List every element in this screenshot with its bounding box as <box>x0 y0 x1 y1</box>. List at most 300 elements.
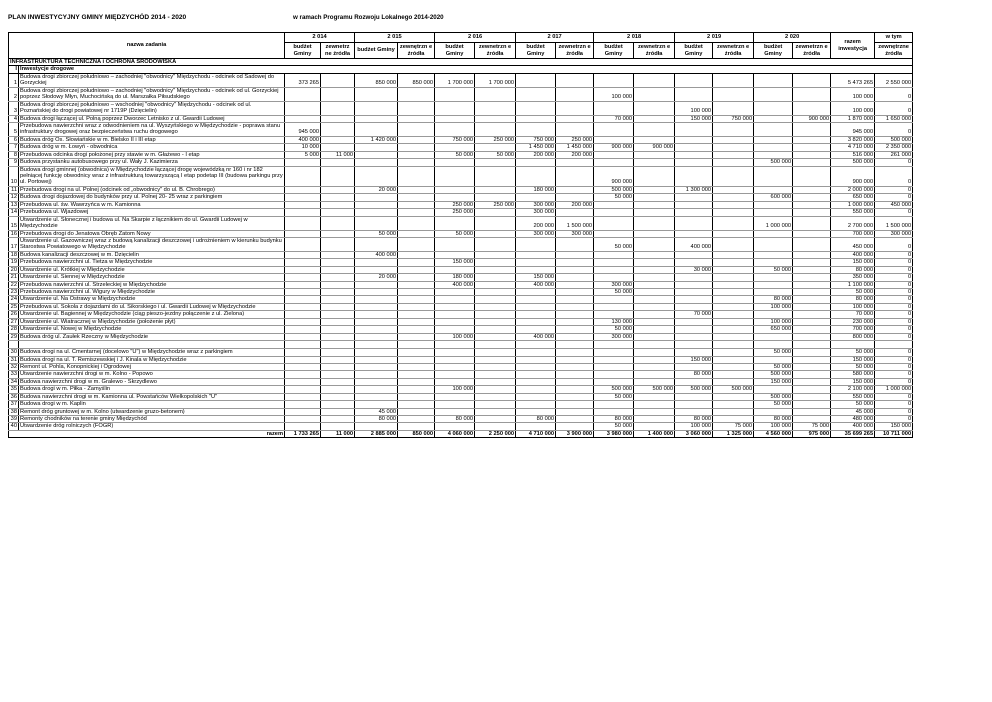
amount-cell <box>398 326 435 333</box>
amount-cell: 50 000 <box>435 230 475 237</box>
amount-cell <box>713 216 754 230</box>
amount-cell <box>634 73 675 87</box>
task-name: Przebudowa nawierzchni ul. Tietza w Międzychodzie <box>19 259 285 266</box>
amount-cell <box>475 349 516 356</box>
amount-cell <box>321 87 355 101</box>
amount-cell <box>713 363 754 370</box>
amount-cell: 450 000 <box>831 237 875 251</box>
amount-cell: 1 450 000 <box>556 144 594 151</box>
task-name: Utwardzenie ul. Gazowniczej wraz z budową kanalizacji deszczowej i udrożnieniem w kierunku budynku Starostwa Powiatowego w Międzychodzie <box>19 237 285 251</box>
amount-cell <box>793 194 831 201</box>
amount-cell: 50 000 <box>831 289 875 296</box>
amount-cell <box>793 296 831 303</box>
amount-cell <box>675 87 713 101</box>
amount-cell <box>713 296 754 303</box>
amount-cell <box>556 303 594 310</box>
amount-cell <box>793 230 831 237</box>
amount-cell: 900 000 <box>793 115 831 122</box>
amount-cell <box>754 144 793 151</box>
amount-cell <box>435 318 475 325</box>
amount-cell: 50 000 <box>594 237 634 251</box>
amount-cell <box>475 281 516 288</box>
amount-cell <box>398 371 435 378</box>
amount-cell <box>793 401 831 408</box>
amount-cell <box>285 371 321 378</box>
amount-cell <box>435 408 475 415</box>
amount-cell <box>713 311 754 318</box>
amount-cell <box>634 151 675 158</box>
amount-cell <box>634 115 675 122</box>
amount-cell <box>475 371 516 378</box>
amount-cell <box>475 259 516 266</box>
amount-cell: 516 000 <box>831 151 875 158</box>
amount-cell: 0 <box>875 371 913 378</box>
amount-cell <box>398 266 435 273</box>
amount-cell: 400 000 <box>355 251 398 258</box>
amount-cell <box>398 303 435 310</box>
amount-cell <box>435 349 475 356</box>
amount-cell: 400 000 <box>516 333 556 340</box>
amount-cell: 0 <box>875 326 913 333</box>
amount-cell <box>634 326 675 333</box>
table-row <box>9 378 913 385</box>
amount-cell <box>321 371 355 378</box>
amount-cell <box>634 274 675 281</box>
amount-cell <box>475 159 516 166</box>
table-row <box>9 416 913 423</box>
amount-cell <box>321 115 355 122</box>
row-number: 34 <box>9 378 19 385</box>
amount-cell: 350 000 <box>831 274 875 281</box>
amount-cell: 5 000 <box>285 151 321 158</box>
amount-cell <box>713 101 754 115</box>
amount-cell: 400 000 <box>831 251 875 258</box>
amount-cell <box>754 237 793 251</box>
amount-cell: 0 <box>875 194 913 201</box>
amount-cell: 80 000 <box>355 416 398 423</box>
amount-cell <box>793 356 831 363</box>
table-row <box>9 386 913 393</box>
amount-cell: 0 <box>875 259 913 266</box>
amount-cell: 100 000 <box>754 318 793 325</box>
amount-cell <box>398 136 435 143</box>
amount-cell <box>355 386 398 393</box>
amount-cell <box>713 393 754 400</box>
amount-cell <box>793 144 831 151</box>
amount-cell <box>594 201 634 208</box>
column-header-budget: budżet Gminy <box>355 43 398 59</box>
amount-cell <box>285 209 321 216</box>
amount-cell <box>713 408 754 415</box>
amount-cell: 300 000 <box>556 230 594 237</box>
table-row <box>9 401 913 408</box>
row-number: 6 <box>9 136 19 143</box>
amount-cell <box>321 378 355 385</box>
amount-cell <box>355 423 398 430</box>
row-number: 28 <box>9 326 19 333</box>
amount-cell <box>435 371 475 378</box>
amount-cell: 180 000 <box>516 186 556 193</box>
amount-cell <box>516 122 556 136</box>
amount-cell <box>321 393 355 400</box>
table-row <box>9 311 913 318</box>
amount-cell <box>793 281 831 288</box>
empty-cell <box>435 341 475 349</box>
amount-cell <box>556 371 594 378</box>
amount-cell <box>285 251 321 258</box>
amount-cell <box>556 311 594 318</box>
amount-cell: 1 500 000 <box>875 216 913 230</box>
amount-cell: 50 000 <box>435 151 475 158</box>
amount-cell: 500 000 <box>634 386 675 393</box>
row-number: 2 <box>9 87 19 101</box>
task-name: Budowa drogi dojazdowej do budynków przy ul. Polnej 20- 25 wraz z parkingiem <box>19 194 285 201</box>
amount-cell <box>556 186 594 193</box>
empty-cell <box>321 341 355 349</box>
amount-cell: 80 000 <box>594 416 634 423</box>
amount-cell: 100 000 <box>594 87 634 101</box>
column-header-budget: budżet Gminy <box>754 43 793 59</box>
table-row <box>9 266 913 273</box>
amount-cell <box>594 251 634 258</box>
row-number: 25 <box>9 303 19 310</box>
amount-cell <box>675 166 713 186</box>
amount-cell <box>793 237 831 251</box>
table-row <box>9 87 913 101</box>
task-name: Utwardzenie dróg rolniczych (FOGR) <box>19 423 285 430</box>
row-number: 15 <box>9 216 19 230</box>
amount-cell: 500 000 <box>675 386 713 393</box>
amount-cell <box>713 230 754 237</box>
amount-cell: 20 000 <box>355 186 398 193</box>
amount-cell <box>754 281 793 288</box>
amount-cell <box>713 251 754 258</box>
amount-cell <box>516 423 556 430</box>
amount-cell: 945 000 <box>831 122 875 136</box>
amount-cell <box>634 349 675 356</box>
amount-cell <box>398 216 435 230</box>
amount-cell <box>355 326 398 333</box>
amount-cell: 0 <box>875 87 913 101</box>
amount-cell <box>713 186 754 193</box>
amount-cell <box>713 356 754 363</box>
amount-cell <box>285 378 321 385</box>
amount-cell: 0 <box>875 333 913 340</box>
table-row <box>9 201 913 208</box>
amount-cell: 0 <box>875 303 913 310</box>
amount-cell <box>556 401 594 408</box>
amount-cell <box>634 166 675 186</box>
amount-cell <box>675 281 713 288</box>
total-amount: 975 000 <box>793 430 831 437</box>
amount-cell <box>556 393 594 400</box>
task-name: Utwardzenie ul. Wiatracznej w Międzychodzie (położenie płyt) <box>19 318 285 325</box>
amount-cell <box>516 194 556 201</box>
table-row <box>9 371 913 378</box>
row-number: 16 <box>9 230 19 237</box>
amount-cell <box>793 333 831 340</box>
amount-cell <box>675 401 713 408</box>
amount-cell: 50 000 <box>355 230 398 237</box>
row-number: 12 <box>9 194 19 201</box>
amount-cell <box>675 408 713 415</box>
amount-cell <box>398 151 435 158</box>
amount-cell <box>398 115 435 122</box>
amount-cell: 2 350 000 <box>875 144 913 151</box>
row-number: 38 <box>9 408 19 415</box>
task-name: Przebudowa nawierzchni ul. Strzeleckiej w Międzychodzie <box>19 281 285 288</box>
empty-cell <box>713 341 754 349</box>
amount-cell <box>475 230 516 237</box>
amount-cell <box>321 186 355 193</box>
amount-cell <box>516 408 556 415</box>
amount-cell <box>754 274 793 281</box>
amount-cell <box>435 144 475 151</box>
amount-cell <box>594 408 634 415</box>
row-number: 13 <box>9 201 19 208</box>
task-name: Budowa drogi na ul. T. Remiszewskiej i J. Kinala w Międzychodzie <box>19 356 285 363</box>
amount-cell: 200 000 <box>516 151 556 158</box>
amount-cell <box>793 209 831 216</box>
amount-cell <box>634 281 675 288</box>
amount-cell: 500 000 <box>831 159 875 166</box>
amount-cell <box>675 349 713 356</box>
table-row <box>9 251 913 258</box>
amount-cell <box>475 326 516 333</box>
amount-cell: 500 000 <box>754 159 793 166</box>
amount-cell <box>285 393 321 400</box>
table-row <box>9 363 913 370</box>
amount-cell <box>516 87 556 101</box>
amount-cell <box>594 151 634 158</box>
task-name: Utwardzenie ul. Nowej w Międzychodzie <box>19 326 285 333</box>
row-number: 14 <box>9 209 19 216</box>
amount-cell <box>634 289 675 296</box>
amount-cell <box>321 159 355 166</box>
amount-cell: 450 000 <box>875 201 913 208</box>
amount-cell: 900 000 <box>831 166 875 186</box>
amount-cell <box>435 115 475 122</box>
amount-cell <box>321 363 355 370</box>
amount-cell <box>285 266 321 273</box>
amount-cell <box>754 115 793 122</box>
amount-cell <box>634 303 675 310</box>
amount-cell <box>793 326 831 333</box>
table-row <box>9 144 913 151</box>
amount-cell <box>793 122 831 136</box>
amount-cell <box>594 101 634 115</box>
amount-cell <box>321 349 355 356</box>
amount-cell: 80 000 <box>516 416 556 423</box>
amount-cell: 850 000 <box>398 73 435 87</box>
task-name: Przebudowa odcinka drogi położonej przy stawie w m. Głażewo - I etap <box>19 151 285 158</box>
amount-cell: 300 000 <box>594 333 634 340</box>
amount-cell: 250 000 <box>435 201 475 208</box>
amount-cell <box>355 401 398 408</box>
amount-cell <box>793 386 831 393</box>
amount-cell <box>634 251 675 258</box>
amount-cell <box>435 326 475 333</box>
amount-cell <box>713 274 754 281</box>
amount-cell <box>321 230 355 237</box>
amount-cell <box>516 356 556 363</box>
amount-cell <box>355 159 398 166</box>
amount-cell <box>475 194 516 201</box>
amount-cell <box>594 73 634 87</box>
amount-cell <box>475 303 516 310</box>
amount-cell <box>675 73 713 87</box>
amount-cell: 3 820 000 <box>831 136 875 143</box>
amount-cell <box>355 281 398 288</box>
amount-cell <box>321 296 355 303</box>
table-row <box>9 209 913 216</box>
amount-cell <box>285 186 321 193</box>
table-row <box>9 115 913 122</box>
amount-cell <box>634 393 675 400</box>
empty-cell <box>475 341 516 349</box>
row-number: 5 <box>9 122 19 136</box>
amount-cell <box>285 274 321 281</box>
amount-cell <box>398 166 435 186</box>
amount-cell <box>321 408 355 415</box>
amount-cell <box>634 378 675 385</box>
amount-cell: 230 000 <box>831 318 875 325</box>
column-header-year: 2 015 <box>355 33 435 43</box>
amount-cell <box>475 101 516 115</box>
amount-cell: 180 000 <box>435 274 475 281</box>
amount-cell <box>355 378 398 385</box>
amount-cell <box>321 73 355 87</box>
amount-cell <box>675 230 713 237</box>
amount-cell: 100 000 <box>831 303 875 310</box>
amount-cell <box>475 386 516 393</box>
amount-cell <box>398 87 435 101</box>
column-header-year: 2 017 <box>516 33 594 43</box>
total-amount: 3 900 000 <box>556 430 594 437</box>
column-header-external: zewnetrz ne źródła <box>321 43 355 59</box>
empty-cell <box>9 341 19 349</box>
amount-cell <box>435 378 475 385</box>
amount-cell <box>475 416 516 423</box>
amount-cell: 0 <box>875 186 913 193</box>
amount-cell <box>398 423 435 430</box>
amount-cell: 300 000 <box>875 230 913 237</box>
section-title: INFRASTRUKTURA TECHNICZNA i OCHRONA ŚRODOWISKA <box>9 59 913 66</box>
amount-cell <box>355 151 398 158</box>
amount-cell <box>355 393 398 400</box>
amount-cell <box>475 296 516 303</box>
amount-cell <box>516 311 556 318</box>
amount-cell <box>556 237 594 251</box>
amount-cell <box>634 122 675 136</box>
amount-cell <box>594 303 634 310</box>
amount-cell <box>355 115 398 122</box>
column-header-year: 2 014 <box>285 33 355 43</box>
amount-cell <box>285 408 321 415</box>
total-amount: 1 325 000 <box>713 430 754 437</box>
section-row <box>9 59 913 66</box>
amount-cell <box>321 289 355 296</box>
amount-cell <box>675 216 713 230</box>
table-row <box>9 166 913 186</box>
empty-cell <box>556 341 594 349</box>
amount-cell <box>516 296 556 303</box>
amount-cell: 100 000 <box>435 333 475 340</box>
amount-cell: 500 000 <box>754 393 793 400</box>
amount-cell <box>398 401 435 408</box>
amount-cell <box>675 194 713 201</box>
amount-cell <box>713 281 754 288</box>
amount-cell <box>321 166 355 186</box>
amount-cell <box>435 251 475 258</box>
amount-cell <box>398 318 435 325</box>
amount-cell <box>675 259 713 266</box>
amount-cell: 20 000 <box>355 274 398 281</box>
amount-cell <box>713 136 754 143</box>
amount-cell: 50 000 <box>754 363 793 370</box>
amount-cell: 50 000 <box>754 266 793 273</box>
amount-cell <box>634 159 675 166</box>
amount-cell <box>556 194 594 201</box>
amount-cell: 30 000 <box>675 266 713 273</box>
amount-cell: 750 000 <box>516 136 556 143</box>
amount-cell <box>355 333 398 340</box>
amount-cell <box>475 87 516 101</box>
amount-cell <box>634 87 675 101</box>
amount-cell <box>594 136 634 143</box>
amount-cell <box>754 289 793 296</box>
amount-cell <box>321 237 355 251</box>
amount-cell <box>516 318 556 325</box>
amount-cell: 45 000 <box>355 408 398 415</box>
amount-cell <box>556 259 594 266</box>
table-row <box>9 216 913 230</box>
amount-cell <box>398 393 435 400</box>
column-header-budget: budżet Gminy <box>435 43 475 59</box>
amount-cell <box>435 216 475 230</box>
table-row <box>9 303 913 310</box>
amount-cell: 11 000 <box>321 151 355 158</box>
amount-cell: 1 500 000 <box>556 216 594 230</box>
task-name: Przebudowa ul. Sokola z dojazdami do ul. Sikorskiego i ul. Gwardii Ludowej w Międzychodzie <box>19 303 285 310</box>
task-name: Przebudowa drogi do Jenatowa Obręb Zatom Nowy <box>19 230 285 237</box>
amount-cell <box>754 230 793 237</box>
amount-cell: 800 000 <box>831 333 875 340</box>
amount-cell <box>285 166 321 186</box>
amount-cell <box>398 186 435 193</box>
column-header-year: 2 020 <box>754 33 831 43</box>
amount-cell <box>556 266 594 273</box>
amount-cell: 1 450 000 <box>516 144 556 151</box>
empty-cell <box>285 341 321 349</box>
amount-cell <box>355 166 398 186</box>
amount-cell <box>556 209 594 216</box>
amount-cell: 850 000 <box>355 73 398 87</box>
amount-cell <box>475 266 516 273</box>
amount-cell <box>713 326 754 333</box>
amount-cell: 80 000 <box>675 416 713 423</box>
amount-cell <box>285 87 321 101</box>
task-name: Utwardzenie ul. Siennej w Międzychodzie <box>19 274 285 281</box>
amount-cell: 700 000 <box>831 326 875 333</box>
row-number: 26 <box>9 311 19 318</box>
total-amount: 10 711 000 <box>875 430 913 437</box>
amount-cell <box>475 216 516 230</box>
total-amount: 4 560 000 <box>754 430 793 437</box>
row-number: 30 <box>9 349 19 356</box>
amount-cell <box>285 259 321 266</box>
amount-cell: 900 000 <box>594 144 634 151</box>
